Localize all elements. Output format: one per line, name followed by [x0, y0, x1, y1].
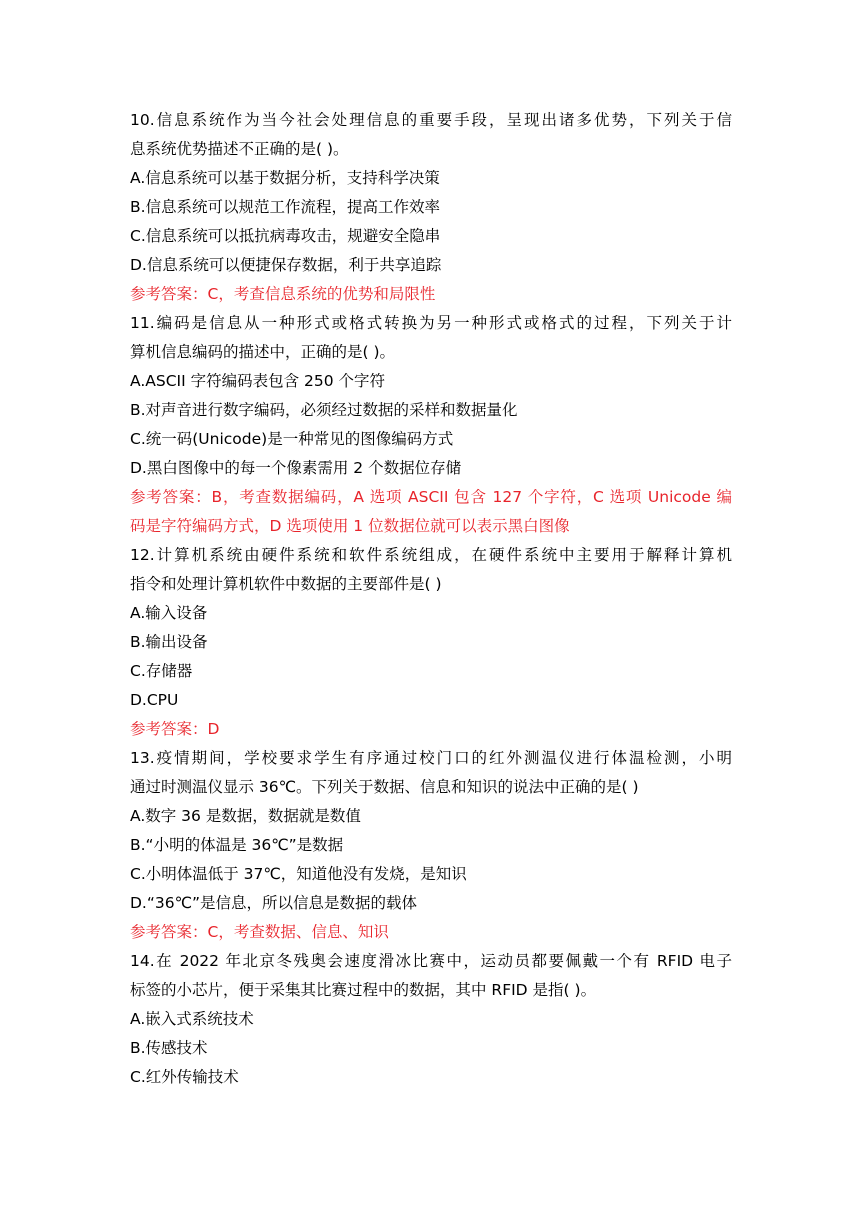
question-stem: 14.在 2022 年北京冬残奥会速度滑冰比赛中，运动员都要佩戴一个有 RFID 电子	[130, 952, 732, 970]
option-a: A.数字 36 是数据，数据就是数值	[130, 807, 361, 825]
option-b: B.“小明的体温是 36℃”是数据	[130, 836, 344, 854]
reference-answer: 码是字符编码方式，D 选项使用 1 位数据位就可以表示黑白图像	[130, 517, 570, 535]
option-c: C.红外传输技术	[130, 1068, 239, 1086]
question-stem: 12.计算机系统由硬件系统和软件系统组成，在硬件系统中主要用于解释计算机	[130, 546, 732, 564]
reference-answer: 参考答案：C，考查数据、信息、知识	[130, 923, 389, 941]
question-14	[130, 947, 732, 1092]
option-c: C.小明体温低于 37℃，知道他没有发烧，是知识	[130, 865, 467, 883]
question-stem: 标签的小芯片，便于采集其比赛过程中的数据，其中 RFID 是指( )。	[130, 981, 597, 999]
option-d: D.“36℃”是信息，所以信息是数据的载体	[130, 894, 418, 912]
question-stem: 10.信息系统作为当今社会处理信息的重要手段，呈现出诸多优势，下列关于信	[130, 111, 732, 129]
option-c: C.信息系统可以抵抗病毒攻击，规避安全隐串	[130, 227, 441, 245]
option-d: D.CPU	[130, 691, 179, 709]
question-10	[130, 106, 732, 309]
option-a: A.ASCII 字符编码表包含 250 个字符	[130, 372, 386, 390]
question-12	[130, 541, 732, 744]
option-a: A.嵌入式系统技术	[130, 1010, 254, 1028]
option-d: D.信息系统可以便捷保存数据，利于共享追踪	[130, 256, 442, 274]
reference-answer: 参考答案：D	[130, 720, 220, 738]
question-stem: 13.疫情期间，学校要求学生有序通过校门口的红外测温仪进行体温检测，小明	[130, 749, 732, 767]
reference-answer: 参考答案：B，考查数据编码，A 选项 ASCII 包含 127 个字符，C 选项 Unicode 编	[130, 488, 732, 506]
question-13	[130, 744, 732, 947]
question-stem: 指令和处理计算机软件中数据的主要部件是( )	[130, 575, 442, 593]
option-b: B.对声音进行数字编码，必须经过数据的采样和数据量化	[130, 401, 518, 419]
question-stem: 11.编码是信息从一种形式或格式转换为另一种形式或格式的过程，下列关于计	[130, 314, 732, 332]
option-b: B.传感技术	[130, 1039, 208, 1057]
question-stem: 算机信息编码的描述中，正确的是( )。	[130, 343, 396, 361]
option-b: B.信息系统可以规范工作流程，提高工作效率	[130, 198, 441, 216]
option-b: B.输出设备	[130, 633, 208, 651]
option-c: C.统一码(Unicode)是一种常见的图像编码方式	[130, 430, 454, 448]
document-page	[130, 106, 732, 1092]
option-a: A.输入设备	[130, 604, 208, 622]
option-c: C.存储器	[130, 662, 193, 680]
option-a: A.信息系统可以基于数据分析，支持科学决策	[130, 169, 440, 187]
reference-answer: 参考答案：C，考查信息系统的优势和局限性	[130, 285, 436, 303]
option-d: D.黑白图像中的每一个像素需用 2 个数据位存储	[130, 459, 462, 477]
question-stem: 通过时测温仪显示 36℃。下列关于数据、信息和知识的说法中正确的是( )	[130, 778, 639, 796]
question-stem: 息系统优势描述不正确的是( )。	[130, 140, 349, 158]
question-11	[130, 309, 732, 541]
